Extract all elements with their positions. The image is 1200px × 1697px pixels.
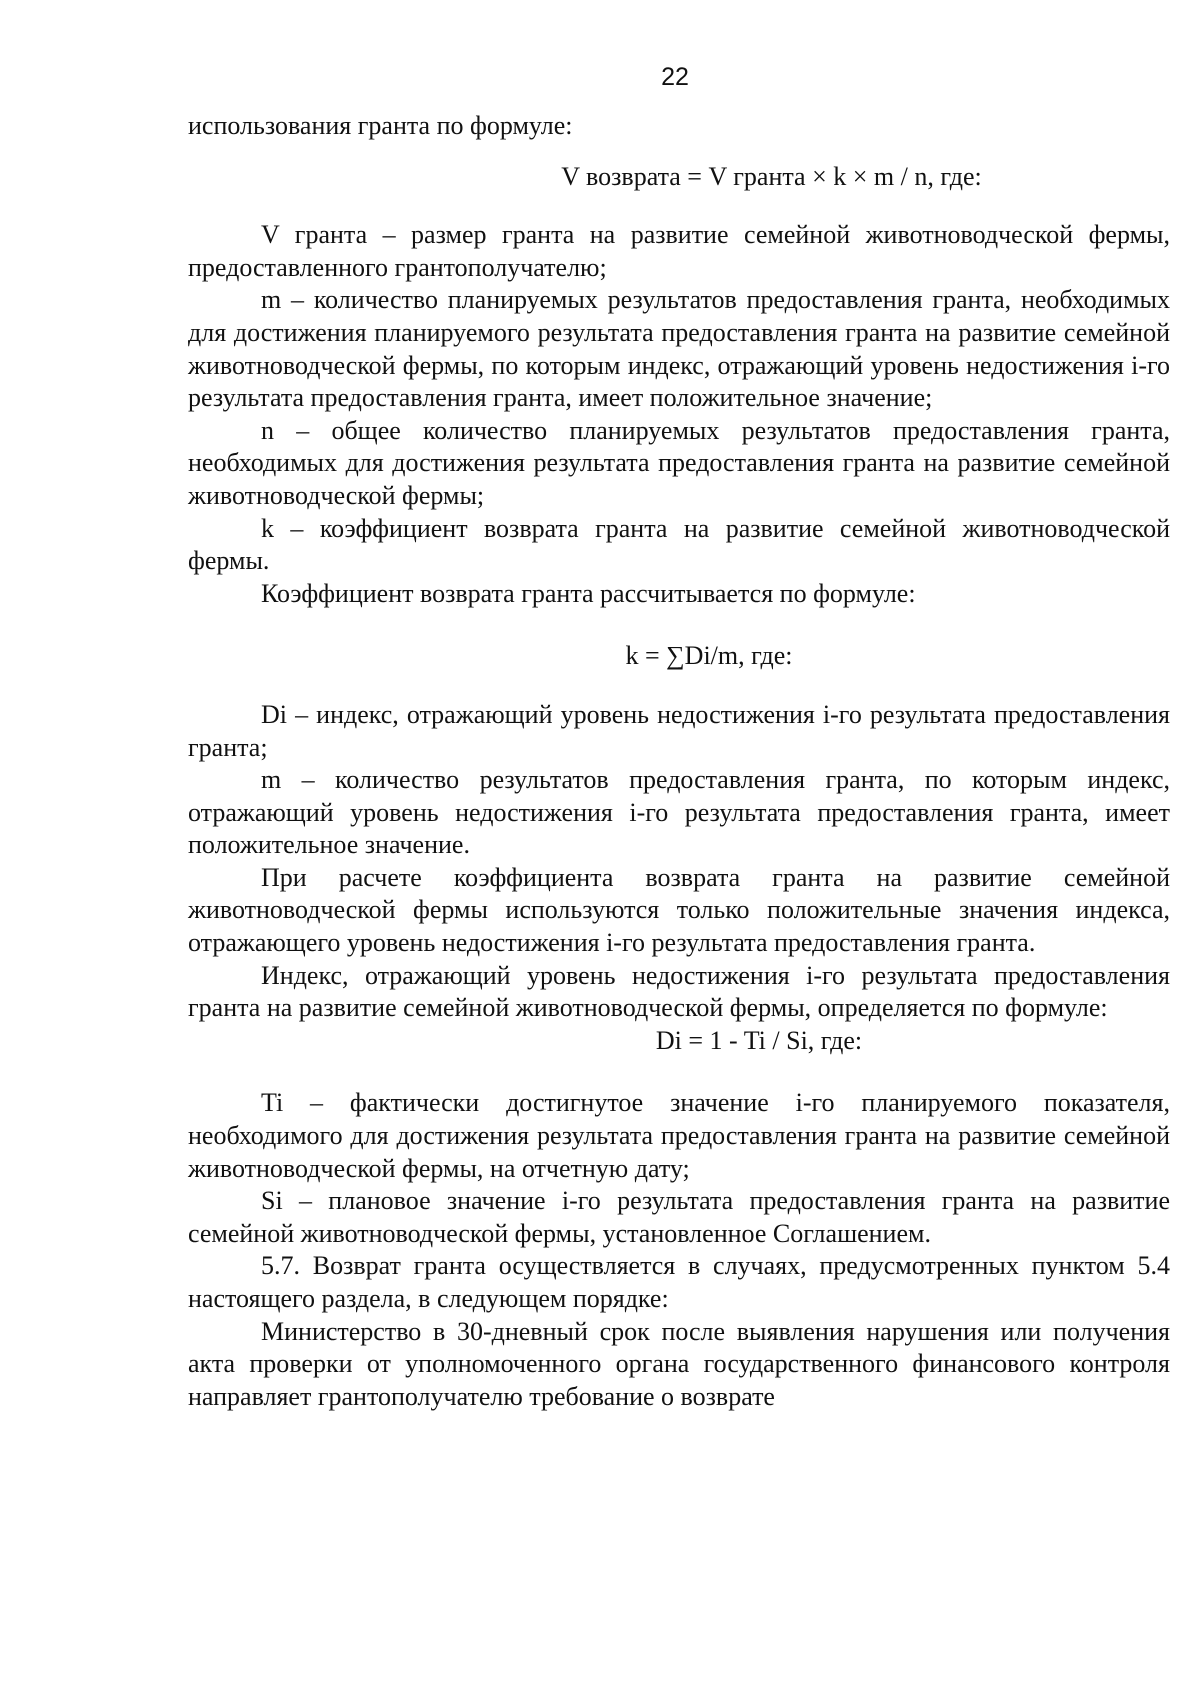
paragraph-m-definition: m – количество планируемых результатов предоставления гранта, необходимых для достижения планируемого результата предоставления гранта на развитие семейной животноводческой фермы, по которым индекс, отражающий уровень недостижения i-го результата предоставления гранта, имеет положительное значение; (188, 285, 1170, 413)
paragraph-di-definition: Di – индекс, отражающий уровень недостижения i-го результата предоставления гранта; (188, 699, 1170, 762)
paragraph-k-definition: k – коэффициент возврата гранта на развитие семейной животноводческой фермы. (188, 513, 1170, 576)
paragraph-positive-values: При расчете коэффициента возврата гранта на развитие семейной животноводческой фермы используются только положительные значения индекса, отражающего уровень недостижения i-го результата предоставления гранта. (188, 862, 1170, 958)
formula-coefficient: k = ∑Di/m, где: (625, 641, 793, 671)
page-number: 22 (661, 63, 689, 91)
paragraph-n-definition: n – общее количество планируемых результатов предоставления гранта, необходимых для достижения результата предоставления гранта на развитие семейной животноводческой фермы; (188, 415, 1170, 510)
paragraph-coefficient-intro: Коэффициент возврата гранта рассчитывается по формуле: (261, 578, 916, 608)
formula-return-volume: V возврата = V гранта × k × m / n, где: (561, 161, 982, 191)
paragraph-si-definition: Si – плановое значение i-го результата предоставления гранта на развитие семейной животноводческой фермы, установленное Соглашением. (188, 1186, 1170, 1248)
paragraph-intro: использования гранта по формуле: (188, 111, 573, 140)
paragraph-index-intro: Индекс, отражающий уровень недостижения i-го результата предоставления гранта на развитие семейной животноводческой фермы, определяется по формуле: (188, 960, 1170, 1023)
paragraph-v-grant: V гранта – размер гранта на развитие семейной животноводческой фермы, предоставленного грантополучателю; (188, 220, 1170, 282)
paragraph-m-count: m – количество результатов предоставления гранта, по которым индекс, отражающий уровень недостижения i-го результата предоставления гранта, имеет положительное значение. (188, 765, 1170, 860)
paragraph-5-7: 5.7. Возврат гранта осуществляется в случаях, предусмотренных пунктом 5.4 настоящего раздела, в следующем порядке: (188, 1251, 1170, 1313)
paragraph-ti-definition: Ti – фактически достигнутое значение i-го планируемого показателя, необходимого для достижения результата предоставления гранта на развитие семейной животноводческой фермы, на отчетную дату; (188, 1088, 1170, 1183)
document-body (188, 110, 1170, 1413)
formula-index: Di = 1 - Ti / Si, где: (655, 1025, 863, 1055)
paragraph-ministry-notice: Министерство в 30-дневный срок после выявления нарушения или получения акта проверки от уполномоченного органа государственного финансового контроля направляет грантополучателю требование о возврате (188, 1316, 1170, 1411)
